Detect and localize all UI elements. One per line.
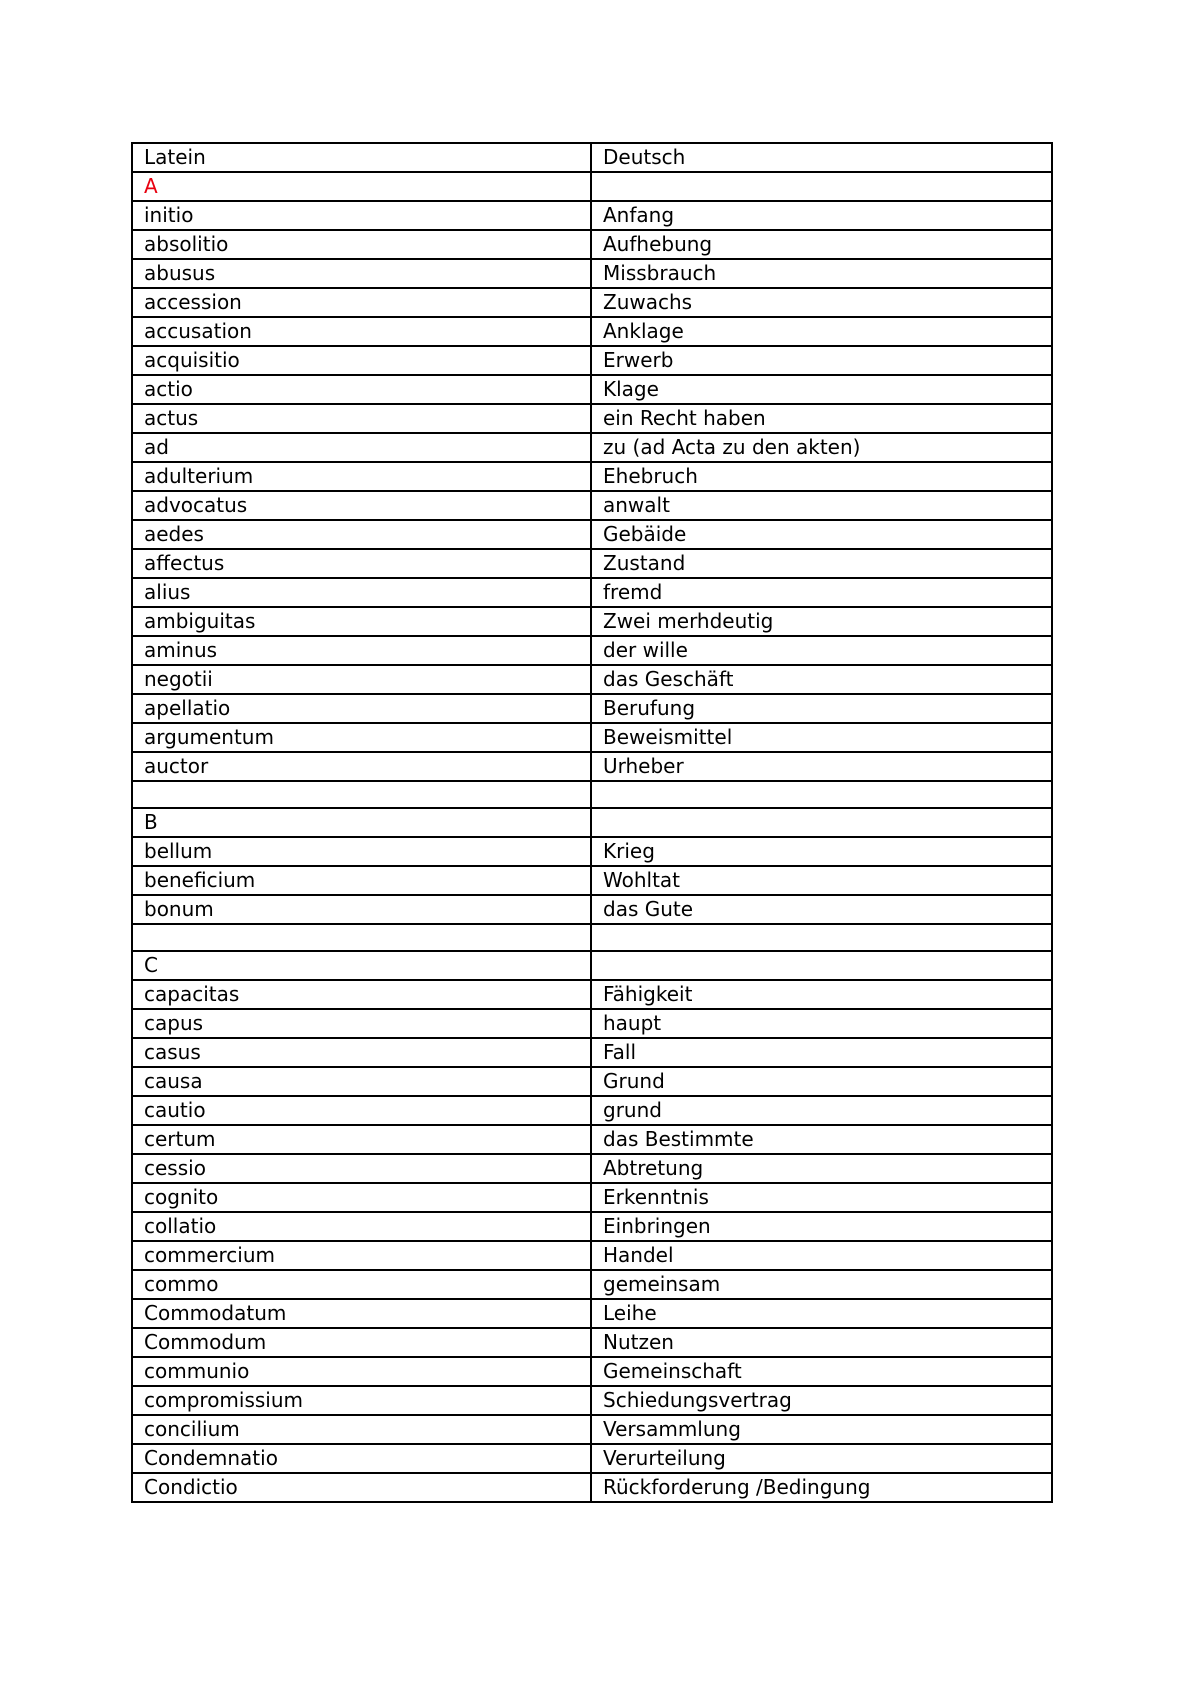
german-translation: Urheber [591, 752, 1052, 781]
table-row [132, 1357, 1052, 1386]
german-translation: Gemeinschaft [591, 1357, 1052, 1386]
german-translation: Abtretung [591, 1154, 1052, 1183]
german-translation: Erkenntnis [591, 1183, 1052, 1212]
latin-term: auctor [132, 752, 591, 781]
latin-term: aedes [132, 520, 591, 549]
latin-term: actus [132, 404, 591, 433]
german-translation [591, 781, 1052, 808]
table-row [132, 404, 1052, 433]
table-row [132, 462, 1052, 491]
empty-row [132, 924, 1052, 951]
latin-term: commo [132, 1270, 591, 1299]
table-row [132, 694, 1052, 723]
german-translation: Nutzen [591, 1328, 1052, 1357]
section-letter-row [132, 951, 1052, 980]
latin-term: communio [132, 1357, 591, 1386]
latin-term: ambiguitas [132, 607, 591, 636]
table-row [132, 895, 1052, 924]
latin-term: causa [132, 1067, 591, 1096]
latin-term: casus [132, 1038, 591, 1067]
german-translation: anwalt [591, 491, 1052, 520]
german-translation: der wille [591, 636, 1052, 665]
german-translation: fremd [591, 578, 1052, 607]
latin-term: concilium [132, 1415, 591, 1444]
latin-term: capus [132, 1009, 591, 1038]
latin-term: abusus [132, 259, 591, 288]
german-translation: Versammlung [591, 1415, 1052, 1444]
table-row [132, 1241, 1052, 1270]
vocabulary-table-body [132, 143, 1052, 1502]
section-letter: B [132, 808, 591, 837]
german-translation: grund [591, 1096, 1052, 1125]
latin-term: ad [132, 433, 591, 462]
german-translation [591, 172, 1052, 201]
german-translation: Klage [591, 375, 1052, 404]
empty-row [132, 781, 1052, 808]
latin-term: accusation [132, 317, 591, 346]
german-translation: Zustand [591, 549, 1052, 578]
german-translation: zu (ad Acta zu den akten) [591, 433, 1052, 462]
latin-term: Commodum [132, 1328, 591, 1357]
table-row [132, 1067, 1052, 1096]
table-row [132, 491, 1052, 520]
table-row [132, 288, 1052, 317]
section-letter-row [132, 808, 1052, 837]
german-translation: gemeinsam [591, 1270, 1052, 1299]
latin-term: adulterium [132, 462, 591, 491]
table-row [132, 1415, 1052, 1444]
table-row [132, 1299, 1052, 1328]
table-row [132, 1096, 1052, 1125]
latin-term: bonum [132, 895, 591, 924]
table-row [132, 723, 1052, 752]
german-translation: Zuwachs [591, 288, 1052, 317]
latin-term: actio [132, 375, 591, 404]
latin-term: certum [132, 1125, 591, 1154]
german-translation [591, 808, 1052, 837]
german-translation: Anfang [591, 201, 1052, 230]
latin-term: negotii [132, 665, 591, 694]
table-row [132, 230, 1052, 259]
latin-term: accession [132, 288, 591, 317]
table-row [132, 317, 1052, 346]
latin-term: apellatio [132, 694, 591, 723]
latin-term [132, 781, 591, 808]
german-translation: Fähigkeit [591, 980, 1052, 1009]
table-row [132, 980, 1052, 1009]
table-row [132, 1386, 1052, 1415]
latin-term: commercium [132, 1241, 591, 1270]
german-translation: Gebäide [591, 520, 1052, 549]
table-row [132, 1328, 1052, 1357]
german-translation: Schiedungsvertrag [591, 1386, 1052, 1415]
table-header-row [132, 143, 1052, 172]
latin-term: Condictio [132, 1473, 591, 1502]
german-translation: Beweismittel [591, 723, 1052, 752]
latin-term: compromissium [132, 1386, 591, 1415]
table-row [132, 201, 1052, 230]
latin-term: initio [132, 201, 591, 230]
german-translation: Fall [591, 1038, 1052, 1067]
vocabulary-table [131, 142, 1053, 1503]
german-translation: das Bestimmte [591, 1125, 1052, 1154]
german-translation: Berufung [591, 694, 1052, 723]
latin-term: argumentum [132, 723, 591, 752]
latin-term: Condemnatio [132, 1444, 591, 1473]
table-row [132, 520, 1052, 549]
german-translation: Einbringen [591, 1212, 1052, 1241]
table-row [132, 578, 1052, 607]
table-row [132, 607, 1052, 636]
table-row [132, 1038, 1052, 1067]
latin-term: cessio [132, 1154, 591, 1183]
german-translation: Wohltat [591, 866, 1052, 895]
table-row [132, 636, 1052, 665]
section-letter: C [132, 951, 591, 980]
table-row [132, 259, 1052, 288]
latin-term: cautio [132, 1096, 591, 1125]
table-row [132, 1473, 1052, 1502]
table-row [132, 1444, 1052, 1473]
table-row [132, 433, 1052, 462]
table-row [132, 346, 1052, 375]
table-row [132, 665, 1052, 694]
table-row [132, 1125, 1052, 1154]
german-translation: Aufhebung [591, 230, 1052, 259]
german-translation: Anklage [591, 317, 1052, 346]
latin-term: bellum [132, 837, 591, 866]
german-translation: Rückforderung /Bedingung [591, 1473, 1052, 1502]
table-row [132, 549, 1052, 578]
german-translation: haupt [591, 1009, 1052, 1038]
table-row [132, 837, 1052, 866]
german-translation: Krieg [591, 837, 1052, 866]
latin-term: affectus [132, 549, 591, 578]
table-row [132, 752, 1052, 781]
section-letter: A [132, 172, 591, 201]
latin-term: aminus [132, 636, 591, 665]
table-row [132, 1183, 1052, 1212]
header-latin: Latein [132, 143, 591, 172]
header-german: Deutsch [591, 143, 1052, 172]
latin-term [132, 924, 591, 951]
german-translation: Grund [591, 1067, 1052, 1096]
table-row [132, 1212, 1052, 1241]
section-letter-row [132, 172, 1052, 201]
table-row [132, 1009, 1052, 1038]
german-translation [591, 924, 1052, 951]
latin-term: absolitio [132, 230, 591, 259]
latin-term: acquisitio [132, 346, 591, 375]
german-translation [591, 951, 1052, 980]
german-translation: das Geschäft [591, 665, 1052, 694]
latin-term: capacitas [132, 980, 591, 1009]
german-translation: Zwei merhdeutig [591, 607, 1052, 636]
german-translation: Handel [591, 1241, 1052, 1270]
german-translation: Missbrauch [591, 259, 1052, 288]
latin-term: advocatus [132, 491, 591, 520]
latin-term: collatio [132, 1212, 591, 1241]
table-row [132, 1270, 1052, 1299]
german-translation: das Gute [591, 895, 1052, 924]
german-translation: Erwerb [591, 346, 1052, 375]
latin-term: Commodatum [132, 1299, 591, 1328]
german-translation: Ehebruch [591, 462, 1052, 491]
latin-term: cognito [132, 1183, 591, 1212]
table-row [132, 1154, 1052, 1183]
german-translation: Verurteilung [591, 1444, 1052, 1473]
german-translation: ein Recht haben [591, 404, 1052, 433]
table-row [132, 866, 1052, 895]
latin-term: alius [132, 578, 591, 607]
latin-term: beneficium [132, 866, 591, 895]
table-row [132, 375, 1052, 404]
german-translation: Leihe [591, 1299, 1052, 1328]
